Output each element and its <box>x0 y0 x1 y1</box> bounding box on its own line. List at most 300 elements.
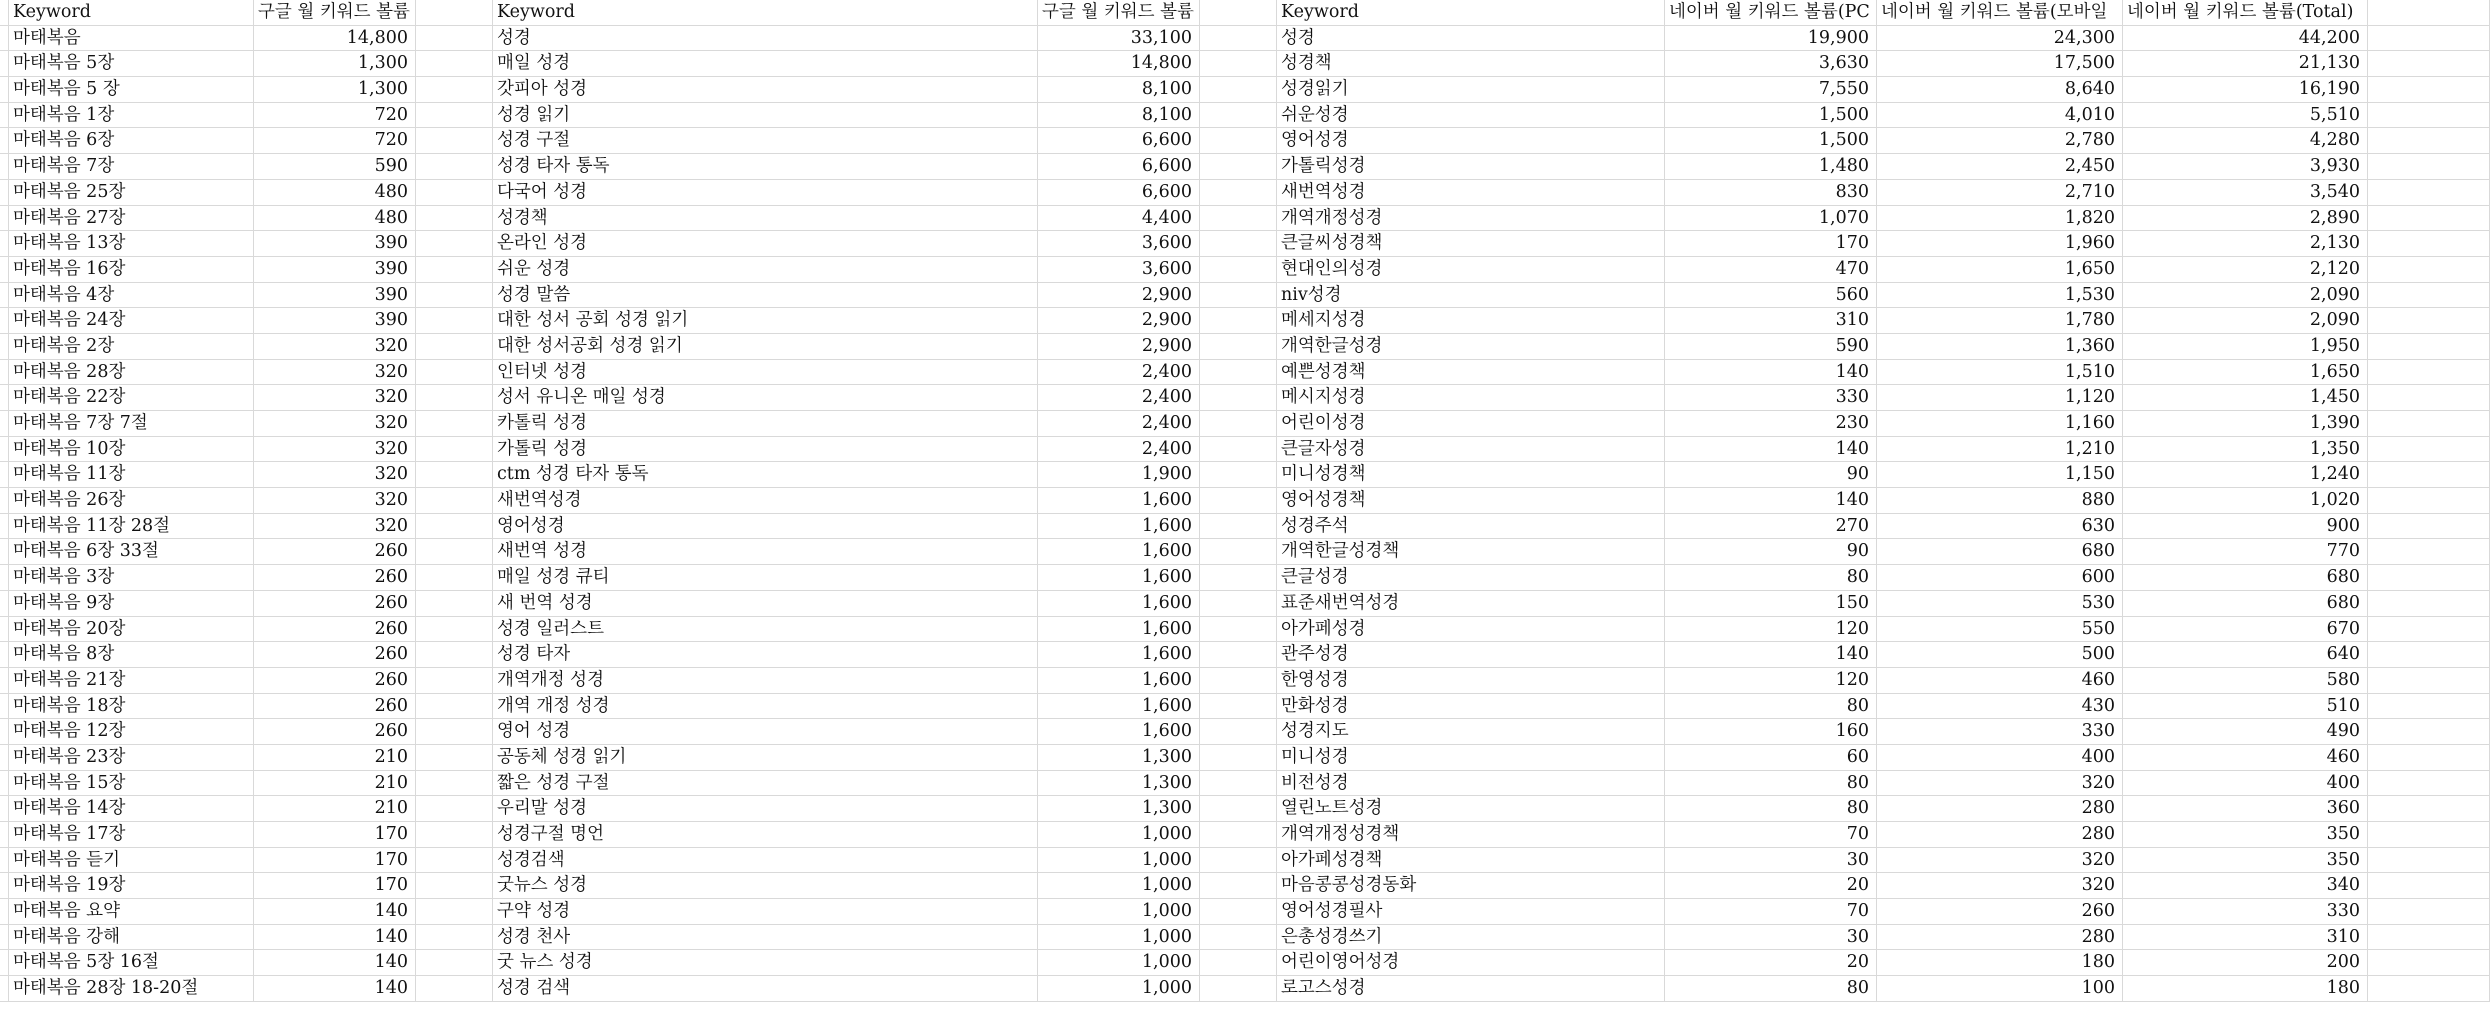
empty-cell[interactable] <box>0 154 9 180</box>
keyword-cell-keyword-c[interactable]: 영어성경책 <box>1277 488 1665 514</box>
empty-cell[interactable] <box>416 334 493 360</box>
volume-cell-google-b[interactable]: 2,900 <box>1038 334 1200 360</box>
empty-cell[interactable] <box>1200 719 1277 745</box>
empty-cell[interactable] <box>2368 360 2490 386</box>
empty-cell[interactable] <box>416 385 493 411</box>
empty-cell[interactable] <box>1200 360 1277 386</box>
empty-cell[interactable] <box>2368 565 2490 591</box>
empty-cell[interactable] <box>2368 745 2490 771</box>
volume-cell-naver-pc[interactable]: 1,480 <box>1665 154 1877 180</box>
empty-cell[interactable] <box>1200 668 1277 694</box>
empty-cell[interactable] <box>1200 462 1277 488</box>
volume-cell-naver-total[interactable]: 2,130 <box>2123 231 2368 257</box>
volume-cell-naver-total[interactable]: 580 <box>2123 668 2368 694</box>
keyword-cell-keyword-b[interactable]: 성경 말씀 <box>493 283 1038 309</box>
empty-cell[interactable] <box>2368 334 2490 360</box>
volume-cell-google-b[interactable]: 2,900 <box>1038 283 1200 309</box>
volume-cell-naver-pc[interactable]: 70 <box>1665 822 1877 848</box>
keyword-cell-keyword-b[interactable]: ctm 성경 타자 통독 <box>493 462 1038 488</box>
volume-cell-naver-mobile[interactable]: 550 <box>1877 617 2123 643</box>
empty-cell[interactable] <box>0 694 9 720</box>
volume-cell-naver-mobile[interactable]: 100 <box>1877 976 2123 1002</box>
volume-cell-naver-total[interactable]: 350 <box>2123 822 2368 848</box>
keyword-cell-keyword-c[interactable]: 큰글성경 <box>1277 565 1665 591</box>
keyword-cell-keyword-b[interactable]: 우리말 성경 <box>493 796 1038 822</box>
keyword-cell-keyword-a[interactable]: 마태복음 9장 <box>9 591 254 617</box>
empty-cell[interactable] <box>1200 514 1277 540</box>
volume-cell-naver-total[interactable]: 1,390 <box>2123 411 2368 437</box>
keyword-cell-keyword-a[interactable]: 마태복음 7장 7절 <box>9 411 254 437</box>
keyword-cell-keyword-c[interactable]: 영어성경필사 <box>1277 899 1665 925</box>
empty-cell[interactable] <box>1200 180 1277 206</box>
volume-cell-naver-mobile[interactable]: 1,530 <box>1877 283 2123 309</box>
volume-cell-naver-mobile[interactable]: 17,500 <box>1877 51 2123 77</box>
keyword-cell-keyword-b[interactable]: 성경 타자 통독 <box>493 154 1038 180</box>
volume-cell-naver-total[interactable]: 900 <box>2123 514 2368 540</box>
volume-cell-naver-pc[interactable]: 30 <box>1665 925 1877 951</box>
volume-cell-google-b[interactable]: 4,400 <box>1038 206 1200 232</box>
volume-cell-naver-total[interactable]: 360 <box>2123 796 2368 822</box>
volume-cell-naver-pc[interactable]: 160 <box>1665 719 1877 745</box>
volume-cell-google-a[interactable]: 320 <box>254 411 416 437</box>
empty-cell[interactable] <box>416 617 493 643</box>
keyword-cell-keyword-a[interactable]: 마태복음 10장 <box>9 437 254 463</box>
empty-cell[interactable] <box>1200 565 1277 591</box>
empty-cell[interactable] <box>1200 899 1277 925</box>
volume-cell-naver-mobile[interactable]: 1,210 <box>1877 437 2123 463</box>
volume-cell-naver-pc[interactable]: 330 <box>1665 385 1877 411</box>
volume-cell-google-b[interactable]: 14,800 <box>1038 51 1200 77</box>
volume-cell-google-a[interactable]: 140 <box>254 976 416 1002</box>
volume-cell-naver-total[interactable]: 1,650 <box>2123 360 2368 386</box>
keyword-cell-keyword-a[interactable]: 마태복음 요약 <box>9 899 254 925</box>
volume-cell-naver-mobile[interactable]: 1,780 <box>1877 308 2123 334</box>
volume-cell-google-a[interactable]: 390 <box>254 308 416 334</box>
keyword-cell-keyword-b[interactable]: 대한 성서 공회 성경 읽기 <box>493 308 1038 334</box>
volume-cell-naver-mobile[interactable]: 1,360 <box>1877 334 2123 360</box>
empty-cell[interactable] <box>416 822 493 848</box>
empty-cell[interactable] <box>1200 283 1277 309</box>
empty-cell[interactable] <box>2368 154 2490 180</box>
volume-cell-google-b[interactable]: 1,600 <box>1038 668 1200 694</box>
volume-cell-naver-mobile[interactable]: 280 <box>1877 925 2123 951</box>
volume-cell-google-a[interactable]: 480 <box>254 180 416 206</box>
keyword-cell-keyword-a[interactable]: 마태복음 4장 <box>9 283 254 309</box>
volume-cell-google-a[interactable]: 390 <box>254 257 416 283</box>
keyword-cell-keyword-a[interactable]: 마태복음 23장 <box>9 745 254 771</box>
volume-cell-google-b[interactable]: 1,300 <box>1038 745 1200 771</box>
keyword-cell-keyword-a[interactable]: 마태복음 25장 <box>9 180 254 206</box>
empty-cell[interactable] <box>1200 411 1277 437</box>
volume-cell-naver-mobile[interactable]: 330 <box>1877 719 2123 745</box>
empty-cell[interactable] <box>1200 308 1277 334</box>
keyword-cell-keyword-c[interactable]: 마음콩콩성경동화 <box>1277 873 1665 899</box>
volume-cell-naver-mobile[interactable]: 320 <box>1877 848 2123 874</box>
empty-cell[interactable] <box>0 745 9 771</box>
empty-cell[interactable] <box>0 385 9 411</box>
empty-cell[interactable] <box>1200 925 1277 951</box>
keyword-cell-keyword-c[interactable]: 미니성경 <box>1277 745 1665 771</box>
empty-cell[interactable] <box>1200 128 1277 154</box>
keyword-cell-keyword-c[interactable]: 한영성경 <box>1277 668 1665 694</box>
volume-cell-naver-total[interactable]: 1,020 <box>2123 488 2368 514</box>
keyword-cell-keyword-b[interactable]: 성서 유니온 매일 성경 <box>493 385 1038 411</box>
empty-cell[interactable] <box>0 796 9 822</box>
keyword-cell-keyword-c[interactable]: 메시지성경 <box>1277 385 1665 411</box>
keyword-cell-keyword-a[interactable]: 마태복음 22장 <box>9 385 254 411</box>
volume-cell-naver-pc[interactable]: 590 <box>1665 334 1877 360</box>
volume-cell-naver-total[interactable]: 680 <box>2123 565 2368 591</box>
keyword-cell-keyword-a[interactable]: 마태복음 28장 18-20절 <box>9 976 254 1002</box>
keyword-cell-keyword-a[interactable]: 마태복음 14장 <box>9 796 254 822</box>
empty-cell[interactable] <box>1200 694 1277 720</box>
volume-cell-google-a[interactable]: 720 <box>254 103 416 129</box>
keyword-cell-keyword-c[interactable]: 큰글씨성경책 <box>1277 231 1665 257</box>
empty-cell[interactable] <box>416 976 493 1002</box>
keyword-cell-keyword-a[interactable]: 마태복음 15장 <box>9 771 254 797</box>
empty-cell[interactable] <box>416 283 493 309</box>
empty-cell[interactable] <box>1200 385 1277 411</box>
keyword-cell-keyword-c[interactable]: 개역한글성경책 <box>1277 539 1665 565</box>
keyword-cell-keyword-b[interactable]: 공동체 성경 읽기 <box>493 745 1038 771</box>
empty-cell[interactable] <box>416 0 493 26</box>
volume-cell-naver-total[interactable]: 310 <box>2123 925 2368 951</box>
empty-cell[interactable] <box>1200 873 1277 899</box>
volume-cell-naver-pc[interactable]: 140 <box>1665 488 1877 514</box>
volume-cell-naver-pc[interactable]: 270 <box>1665 514 1877 540</box>
keyword-cell-keyword-b[interactable]: 성경 <box>493 26 1038 52</box>
empty-cell[interactable] <box>416 128 493 154</box>
empty-cell[interactable] <box>0 77 9 103</box>
empty-cell[interactable] <box>2368 591 2490 617</box>
volume-cell-google-a[interactable]: 210 <box>254 771 416 797</box>
volume-cell-naver-total[interactable]: 4,280 <box>2123 128 2368 154</box>
volume-cell-google-b[interactable]: 1,600 <box>1038 694 1200 720</box>
keyword-cell-keyword-b[interactable]: 구약 성경 <box>493 899 1038 925</box>
volume-cell-google-b[interactable]: 1,000 <box>1038 848 1200 874</box>
empty-cell[interactable] <box>2368 514 2490 540</box>
volume-cell-naver-total[interactable]: 2,120 <box>2123 257 2368 283</box>
keyword-cell-keyword-a[interactable]: 마태복음 7장 <box>9 154 254 180</box>
keyword-cell-keyword-c[interactable]: 성경지도 <box>1277 719 1665 745</box>
empty-cell[interactable] <box>2368 128 2490 154</box>
volume-cell-naver-pc[interactable]: 140 <box>1665 360 1877 386</box>
empty-cell[interactable] <box>1200 103 1277 129</box>
empty-cell[interactable] <box>0 642 9 668</box>
volume-cell-naver-mobile[interactable]: 1,650 <box>1877 257 2123 283</box>
volume-cell-google-a[interactable]: 720 <box>254 128 416 154</box>
empty-cell[interactable] <box>1200 617 1277 643</box>
volume-cell-naver-mobile[interactable]: 1,820 <box>1877 206 2123 232</box>
volume-cell-naver-mobile[interactable]: 1,150 <box>1877 462 2123 488</box>
volume-cell-google-a[interactable]: 320 <box>254 334 416 360</box>
empty-cell[interactable] <box>0 103 9 129</box>
empty-cell[interactable] <box>2368 617 2490 643</box>
empty-cell[interactable] <box>2368 873 2490 899</box>
header-cell-naver-mobile[interactable]: 네이버 월 키워드 볼륨(모바일 <box>1877 0 2123 26</box>
empty-cell[interactable] <box>416 308 493 334</box>
empty-cell[interactable] <box>0 411 9 437</box>
empty-cell[interactable] <box>416 539 493 565</box>
volume-cell-naver-mobile[interactable]: 280 <box>1877 822 2123 848</box>
volume-cell-naver-pc[interactable]: 90 <box>1665 462 1877 488</box>
empty-cell[interactable] <box>2368 51 2490 77</box>
keyword-cell-keyword-c[interactable]: 어린이영어성경 <box>1277 950 1665 976</box>
header-cell-google-a[interactable]: 구글 월 키워드 볼륨 <box>254 0 416 26</box>
volume-cell-google-a[interactable]: 320 <box>254 514 416 540</box>
empty-cell[interactable] <box>2368 411 2490 437</box>
keyword-cell-keyword-b[interactable]: 새번역 성경 <box>493 539 1038 565</box>
keyword-cell-keyword-a[interactable]: 마태복음 26장 <box>9 488 254 514</box>
keyword-cell-keyword-a[interactable]: 마태복음 5 장 <box>9 77 254 103</box>
keyword-cell-keyword-a[interactable]: 마태복음 듣기 <box>9 848 254 874</box>
empty-cell[interactable] <box>2368 976 2490 1002</box>
keyword-cell-keyword-a[interactable]: 마태복음 13장 <box>9 231 254 257</box>
keyword-cell-keyword-b[interactable]: 가톨릭 성경 <box>493 437 1038 463</box>
keyword-cell-keyword-b[interactable]: 인터넷 성경 <box>493 360 1038 386</box>
header-cell-google-b[interactable]: 구글 월 키워드 볼륨 <box>1038 0 1200 26</box>
keyword-cell-keyword-b[interactable]: 성경 읽기 <box>493 103 1038 129</box>
keyword-cell-keyword-b[interactable]: 새 번역 성경 <box>493 591 1038 617</box>
empty-cell[interactable] <box>2368 719 2490 745</box>
volume-cell-naver-mobile[interactable]: 460 <box>1877 668 2123 694</box>
keyword-cell-keyword-a[interactable]: 마태복음 16장 <box>9 257 254 283</box>
volume-cell-google-b[interactable]: 2,900 <box>1038 308 1200 334</box>
volume-cell-naver-mobile[interactable]: 530 <box>1877 591 2123 617</box>
empty-cell[interactable] <box>1200 0 1277 26</box>
empty-cell[interactable] <box>0 873 9 899</box>
volume-cell-google-b[interactable]: 1,600 <box>1038 565 1200 591</box>
volume-cell-naver-mobile[interactable]: 680 <box>1877 539 2123 565</box>
empty-cell[interactable] <box>2368 283 2490 309</box>
empty-cell[interactable] <box>2368 26 2490 52</box>
empty-cell[interactable] <box>416 360 493 386</box>
keyword-cell-keyword-b[interactable]: 성경 타자 <box>493 642 1038 668</box>
empty-cell[interactable] <box>2368 539 2490 565</box>
empty-cell[interactable] <box>0 539 9 565</box>
empty-cell[interactable] <box>1200 26 1277 52</box>
empty-cell[interactable] <box>416 257 493 283</box>
keyword-cell-keyword-b[interactable]: 영어 성경 <box>493 719 1038 745</box>
empty-cell[interactable] <box>416 514 493 540</box>
volume-cell-naver-total[interactable]: 180 <box>2123 976 2368 1002</box>
volume-cell-google-b[interactable]: 6,600 <box>1038 128 1200 154</box>
empty-cell[interactable] <box>1200 206 1277 232</box>
empty-cell[interactable] <box>416 899 493 925</box>
empty-cell[interactable] <box>1200 77 1277 103</box>
volume-cell-naver-pc[interactable]: 470 <box>1665 257 1877 283</box>
empty-cell[interactable] <box>0 488 9 514</box>
empty-cell[interactable] <box>2368 385 2490 411</box>
empty-cell[interactable] <box>416 771 493 797</box>
volume-cell-naver-pc[interactable]: 830 <box>1665 180 1877 206</box>
keyword-cell-keyword-b[interactable]: 성경 구절 <box>493 128 1038 154</box>
volume-cell-google-a[interactable]: 14,800 <box>254 26 416 52</box>
volume-cell-google-a[interactable]: 140 <box>254 925 416 951</box>
volume-cell-naver-pc[interactable]: 120 <box>1665 668 1877 694</box>
volume-cell-naver-mobile[interactable]: 1,510 <box>1877 360 2123 386</box>
keyword-cell-keyword-b[interactable]: 성경구절 명언 <box>493 822 1038 848</box>
empty-cell[interactable] <box>416 796 493 822</box>
volume-cell-google-b[interactable]: 2,400 <box>1038 411 1200 437</box>
volume-cell-naver-pc[interactable]: 80 <box>1665 565 1877 591</box>
volume-cell-google-a[interactable]: 260 <box>254 539 416 565</box>
empty-cell[interactable] <box>2368 694 2490 720</box>
empty-cell[interactable] <box>416 873 493 899</box>
volume-cell-naver-mobile[interactable]: 320 <box>1877 873 2123 899</box>
volume-cell-google-a[interactable]: 320 <box>254 488 416 514</box>
volume-cell-naver-pc[interactable]: 20 <box>1665 950 1877 976</box>
empty-cell[interactable] <box>416 231 493 257</box>
keyword-cell-keyword-a[interactable]: 마태복음 17장 <box>9 822 254 848</box>
keyword-cell-keyword-c[interactable]: 큰글자성경 <box>1277 437 1665 463</box>
header-cell-keyword-b[interactable]: Keyword <box>493 0 1038 26</box>
keyword-cell-keyword-a[interactable]: 마태복음 3장 <box>9 565 254 591</box>
keyword-cell-keyword-b[interactable]: 성경 천사 <box>493 925 1038 951</box>
empty-cell[interactable] <box>416 668 493 694</box>
keyword-cell-keyword-b[interactable]: 굿뉴스 성경 <box>493 873 1038 899</box>
volume-cell-google-a[interactable]: 260 <box>254 668 416 694</box>
keyword-cell-keyword-a[interactable]: 마태복음 12장 <box>9 719 254 745</box>
keyword-cell-keyword-b[interactable]: 쉬운 성경 <box>493 257 1038 283</box>
volume-cell-naver-pc[interactable]: 120 <box>1665 617 1877 643</box>
keyword-cell-keyword-c[interactable]: 성경책 <box>1277 51 1665 77</box>
empty-cell[interactable] <box>2368 103 2490 129</box>
keyword-cell-keyword-c[interactable]: 개역개정성경 <box>1277 206 1665 232</box>
volume-cell-naver-pc[interactable]: 19,900 <box>1665 26 1877 52</box>
volume-cell-naver-mobile[interactable]: 430 <box>1877 694 2123 720</box>
empty-cell[interactable] <box>0 950 9 976</box>
volume-cell-naver-total[interactable]: 510 <box>2123 694 2368 720</box>
volume-cell-google-b[interactable]: 1,900 <box>1038 462 1200 488</box>
empty-cell[interactable] <box>0 925 9 951</box>
volume-cell-naver-pc[interactable]: 80 <box>1665 694 1877 720</box>
volume-cell-naver-pc[interactable]: 3,630 <box>1665 51 1877 77</box>
volume-cell-google-a[interactable]: 260 <box>254 591 416 617</box>
keyword-cell-keyword-b[interactable]: 갓피아 성경 <box>493 77 1038 103</box>
keyword-cell-keyword-c[interactable]: 어린이성경 <box>1277 411 1665 437</box>
volume-cell-naver-total[interactable]: 2,890 <box>2123 206 2368 232</box>
volume-cell-naver-total[interactable]: 350 <box>2123 848 2368 874</box>
keyword-cell-keyword-a[interactable]: 마태복음 27장 <box>9 206 254 232</box>
empty-cell[interactable] <box>0 899 9 925</box>
empty-cell[interactable] <box>416 206 493 232</box>
volume-cell-google-a[interactable]: 320 <box>254 462 416 488</box>
volume-cell-google-a[interactable]: 170 <box>254 822 416 848</box>
volume-cell-google-b[interactable]: 1,000 <box>1038 822 1200 848</box>
volume-cell-naver-mobile[interactable]: 400 <box>1877 745 2123 771</box>
keyword-cell-keyword-c[interactable]: 영어성경 <box>1277 128 1665 154</box>
empty-cell[interactable] <box>2368 925 2490 951</box>
empty-cell[interactable] <box>1200 539 1277 565</box>
empty-cell[interactable] <box>0 257 9 283</box>
keyword-cell-keyword-a[interactable]: 마태복음 5장 16절 <box>9 950 254 976</box>
empty-cell[interactable] <box>1200 771 1277 797</box>
keyword-cell-keyword-b[interactable]: 새번역성경 <box>493 488 1038 514</box>
volume-cell-naver-mobile[interactable]: 880 <box>1877 488 2123 514</box>
empty-cell[interactable] <box>0 591 9 617</box>
volume-cell-naver-total[interactable]: 1,350 <box>2123 437 2368 463</box>
volume-cell-google-b[interactable]: 1,600 <box>1038 591 1200 617</box>
empty-cell[interactable] <box>416 437 493 463</box>
empty-cell[interactable] <box>0 976 9 1002</box>
volume-cell-naver-pc[interactable]: 140 <box>1665 437 1877 463</box>
volume-cell-google-a[interactable]: 260 <box>254 565 416 591</box>
empty-cell[interactable] <box>2368 308 2490 334</box>
keyword-cell-keyword-a[interactable]: 마태복음 1장 <box>9 103 254 129</box>
keyword-cell-keyword-c[interactable]: 만화성경 <box>1277 694 1665 720</box>
empty-cell[interactable] <box>0 565 9 591</box>
volume-cell-naver-pc[interactable]: 80 <box>1665 796 1877 822</box>
volume-cell-naver-mobile[interactable]: 2,450 <box>1877 154 2123 180</box>
volume-cell-google-a[interactable]: 210 <box>254 745 416 771</box>
empty-cell[interactable] <box>416 565 493 591</box>
empty-cell[interactable] <box>1200 745 1277 771</box>
keyword-cell-keyword-c[interactable]: niv성경 <box>1277 283 1665 309</box>
keyword-cell-keyword-b[interactable]: 성경 일러스트 <box>493 617 1038 643</box>
empty-cell[interactable] <box>1200 334 1277 360</box>
empty-cell[interactable] <box>2368 77 2490 103</box>
keyword-cell-keyword-b[interactable]: 매일 성경 큐티 <box>493 565 1038 591</box>
volume-cell-naver-total[interactable]: 770 <box>2123 539 2368 565</box>
empty-cell[interactable] <box>416 411 493 437</box>
empty-cell[interactable] <box>0 334 9 360</box>
volume-cell-google-a[interactable]: 210 <box>254 796 416 822</box>
empty-cell[interactable] <box>0 128 9 154</box>
volume-cell-naver-total[interactable]: 400 <box>2123 771 2368 797</box>
empty-cell[interactable] <box>2368 0 2490 26</box>
volume-cell-google-a[interactable]: 140 <box>254 899 416 925</box>
keyword-cell-keyword-a[interactable]: 마태복음 19장 <box>9 873 254 899</box>
keyword-cell-keyword-c[interactable]: 현대인의성경 <box>1277 257 1665 283</box>
volume-cell-google-a[interactable]: 1,300 <box>254 51 416 77</box>
empty-cell[interactable] <box>2368 796 2490 822</box>
volume-cell-google-b[interactable]: 1,600 <box>1038 539 1200 565</box>
keyword-cell-keyword-b[interactable]: 온라인 성경 <box>493 231 1038 257</box>
volume-cell-naver-pc[interactable]: 60 <box>1665 745 1877 771</box>
empty-cell[interactable] <box>1200 950 1277 976</box>
volume-cell-naver-pc[interactable]: 310 <box>1665 308 1877 334</box>
keyword-cell-keyword-a[interactable]: 마태복음 24장 <box>9 308 254 334</box>
empty-cell[interactable] <box>1200 642 1277 668</box>
volume-cell-google-a[interactable]: 140 <box>254 950 416 976</box>
empty-cell[interactable] <box>0 668 9 694</box>
volume-cell-naver-total[interactable]: 680 <box>2123 591 2368 617</box>
volume-cell-naver-mobile[interactable]: 1,120 <box>1877 385 2123 411</box>
keyword-cell-keyword-a[interactable]: 마태복음 28장 <box>9 360 254 386</box>
volume-cell-google-a[interactable]: 170 <box>254 848 416 874</box>
keyword-cell-keyword-c[interactable]: 은총성경쓰기 <box>1277 925 1665 951</box>
volume-cell-google-b[interactable]: 1,300 <box>1038 796 1200 822</box>
volume-cell-google-b[interactable]: 3,600 <box>1038 257 1200 283</box>
volume-cell-google-b[interactable]: 1,300 <box>1038 771 1200 797</box>
volume-cell-naver-mobile[interactable]: 4,010 <box>1877 103 2123 129</box>
empty-cell[interactable] <box>416 26 493 52</box>
volume-cell-google-a[interactable]: 320 <box>254 360 416 386</box>
volume-cell-google-a[interactable]: 480 <box>254 206 416 232</box>
volume-cell-naver-pc[interactable]: 1,500 <box>1665 103 1877 129</box>
keyword-cell-keyword-b[interactable]: 개역개정 성경 <box>493 668 1038 694</box>
volume-cell-naver-total[interactable]: 21,130 <box>2123 51 2368 77</box>
empty-cell[interactable] <box>2368 822 2490 848</box>
empty-cell[interactable] <box>416 103 493 129</box>
keyword-cell-keyword-b[interactable]: 매일 성경 <box>493 51 1038 77</box>
keyword-cell-keyword-c[interactable]: 관주성경 <box>1277 642 1665 668</box>
keyword-cell-keyword-b[interactable]: 개역 개정 성경 <box>493 694 1038 720</box>
keyword-cell-keyword-c[interactable]: 로고스성경 <box>1277 976 1665 1002</box>
header-cell-naver-pc[interactable]: 네이버 월 키워드 볼륨(PC <box>1665 0 1877 26</box>
keyword-cell-keyword-c[interactable]: 새번역성경 <box>1277 180 1665 206</box>
